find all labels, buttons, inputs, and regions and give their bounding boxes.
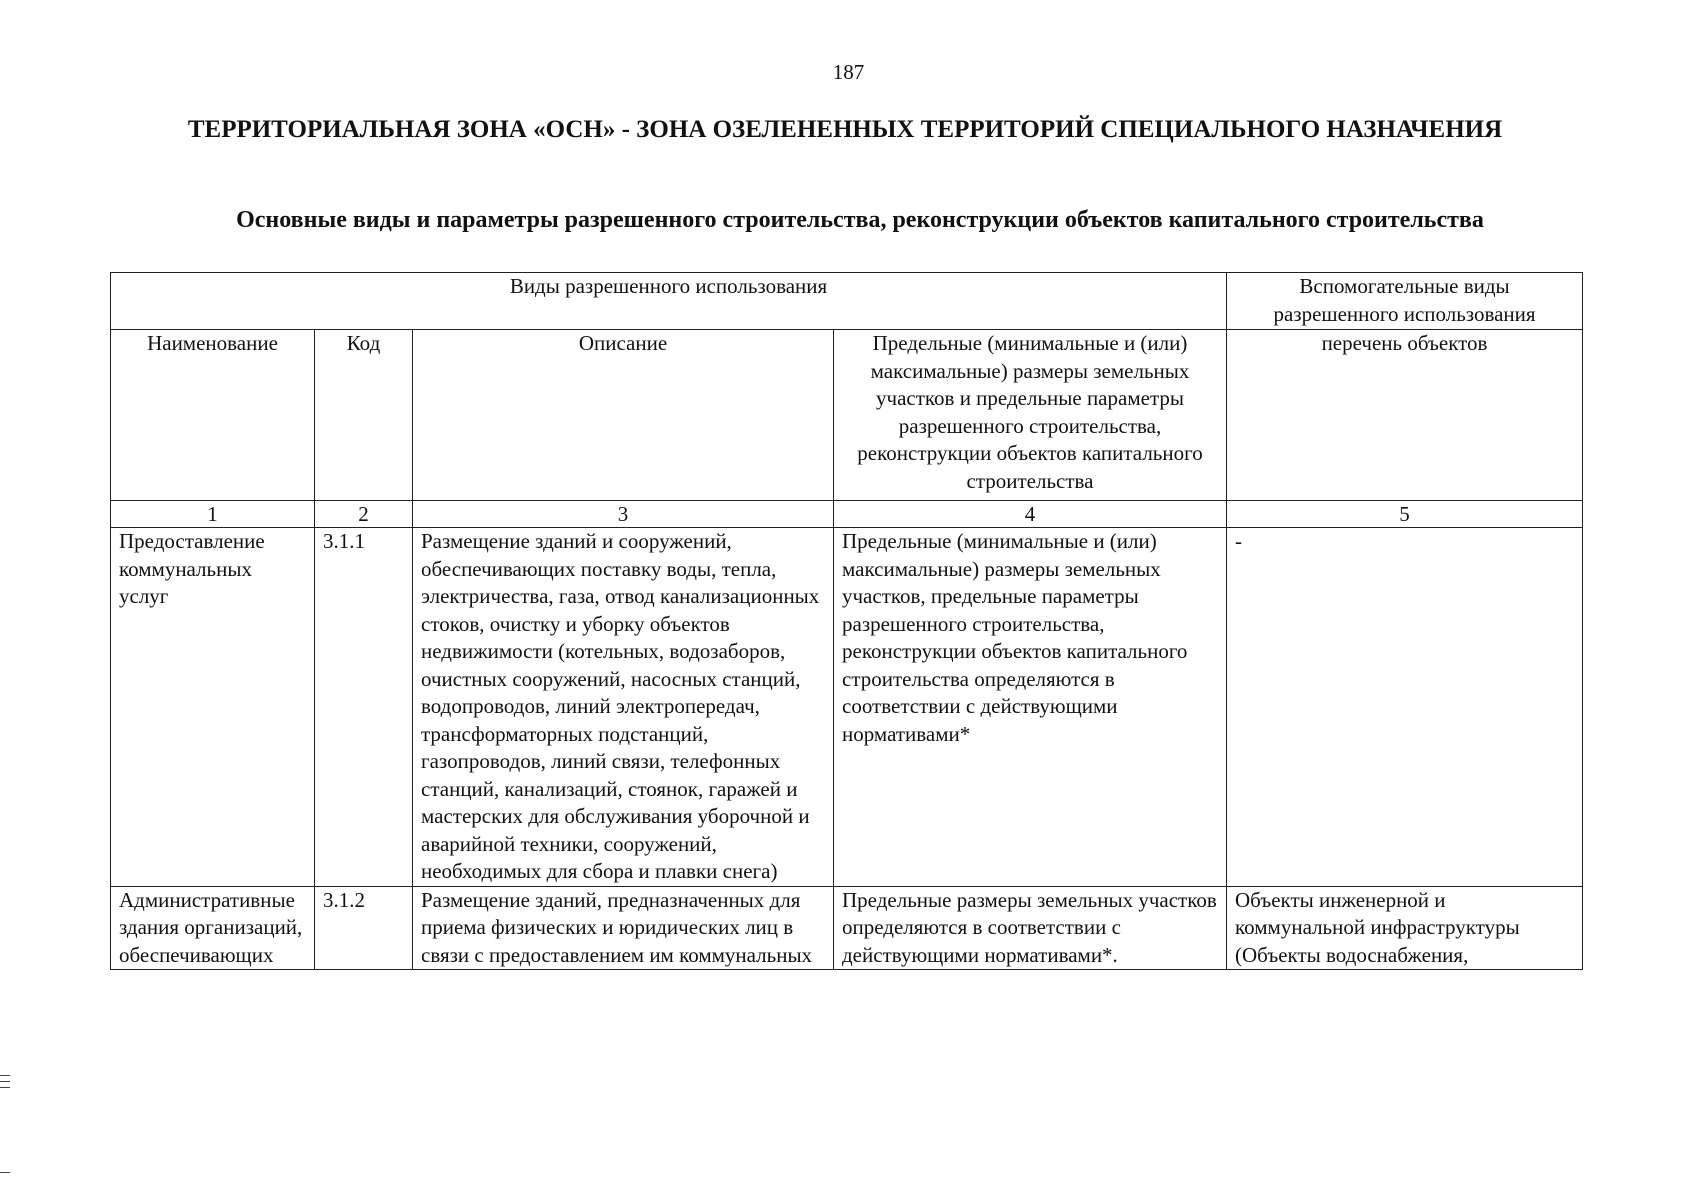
group-header-row — [111, 273, 1583, 330]
scan-margin-mark — [0, 1087, 10, 1088]
permitted-use-table — [110, 272, 1583, 970]
row-limits: Предельные размеры земельных участков определяются в соответствии с действующими нормативами*. — [834, 886, 1227, 970]
row-auxiliary: Объекты инженерной и коммунальной инфраструктуры (Объекты водоснабжения, — [1227, 886, 1583, 970]
row-description: Размещение зданий, предназначенных для приема физических и юридических лиц в связи с предоставлением им коммунальных — [413, 886, 834, 970]
row-name: Предоставление коммунальных услуг — [111, 528, 315, 887]
column-header-row — [111, 330, 1583, 501]
row-code: 3.1.2 — [315, 886, 413, 970]
col-number: 3 — [413, 501, 834, 528]
scan-margin-mark — [0, 1081, 10, 1082]
scan-margin-mark — [0, 1172, 10, 1173]
group-header-permitted-uses: Виды разрешенного использования — [111, 273, 1227, 330]
table-row — [111, 886, 1583, 970]
zone-title: ТЕРРИТОРИАЛЬНАЯ ЗОНА «ОСН» - ЗОНА ОЗЕЛЕНЕННЫХ ТЕРРИТОРИЙ СПЕЦИАЛЬНОГО НАЗНАЧЕНИЯ — [187, 116, 1503, 143]
col-header-limits: Предельные (минимальные и (или) максимальные) размеры земельных участков и предельные параметры разрешенного строительства, реконструкции объектов капитального строительства — [834, 330, 1227, 501]
table-row — [111, 528, 1583, 887]
row-name: Административные здания организаций, обеспечивающих — [111, 886, 315, 970]
group-header-auxiliary-uses: Вспомогательные виды разрешенного использования — [1227, 273, 1583, 330]
section-title: Основные виды и параметры разрешенного строительства, реконструкции объектов капитального строительства — [236, 207, 1484, 233]
row-auxiliary: - — [1227, 528, 1583, 887]
col-header-object-list: перечень объектов — [1227, 330, 1583, 501]
page-number: 187 — [832, 60, 865, 84]
row-code: 3.1.1 — [315, 528, 413, 887]
col-header-name: Наименование — [111, 330, 315, 501]
col-header-code: Код — [315, 330, 413, 501]
col-number: 1 — [111, 501, 315, 528]
column-number-row — [111, 501, 1583, 528]
row-limits: Предельные (минимальные и (или) максимальные) размеры земельных участков, предельные параметры разрешенного строительства, реконструкции объектов капитального строительства определяются в соответствии с действующими нормативами* — [834, 528, 1227, 887]
scan-margin-mark — [0, 1075, 10, 1076]
row-description: Размещение зданий и сооружений, обеспечивающих поставку воды, тепла, электричества, газа, отвод канализационных стоков, очистку и уборку объектов недвижимости (котельных, водозаборов, очистных сооружений, насосных станций, водопроводов, линий электропередач, трансформаторных подстанций, газопроводов, линий связи, телефонных станций, канализаций, стоянок, гаражей и мастерских для обслуживания уборочной и аварийной техники, сооружений, необходимых для сбора и плавки снега) — [413, 528, 834, 887]
col-number: 4 — [834, 501, 1227, 528]
col-header-description: Описание — [413, 330, 834, 501]
col-number: 2 — [315, 501, 413, 528]
col-number: 5 — [1227, 501, 1583, 528]
